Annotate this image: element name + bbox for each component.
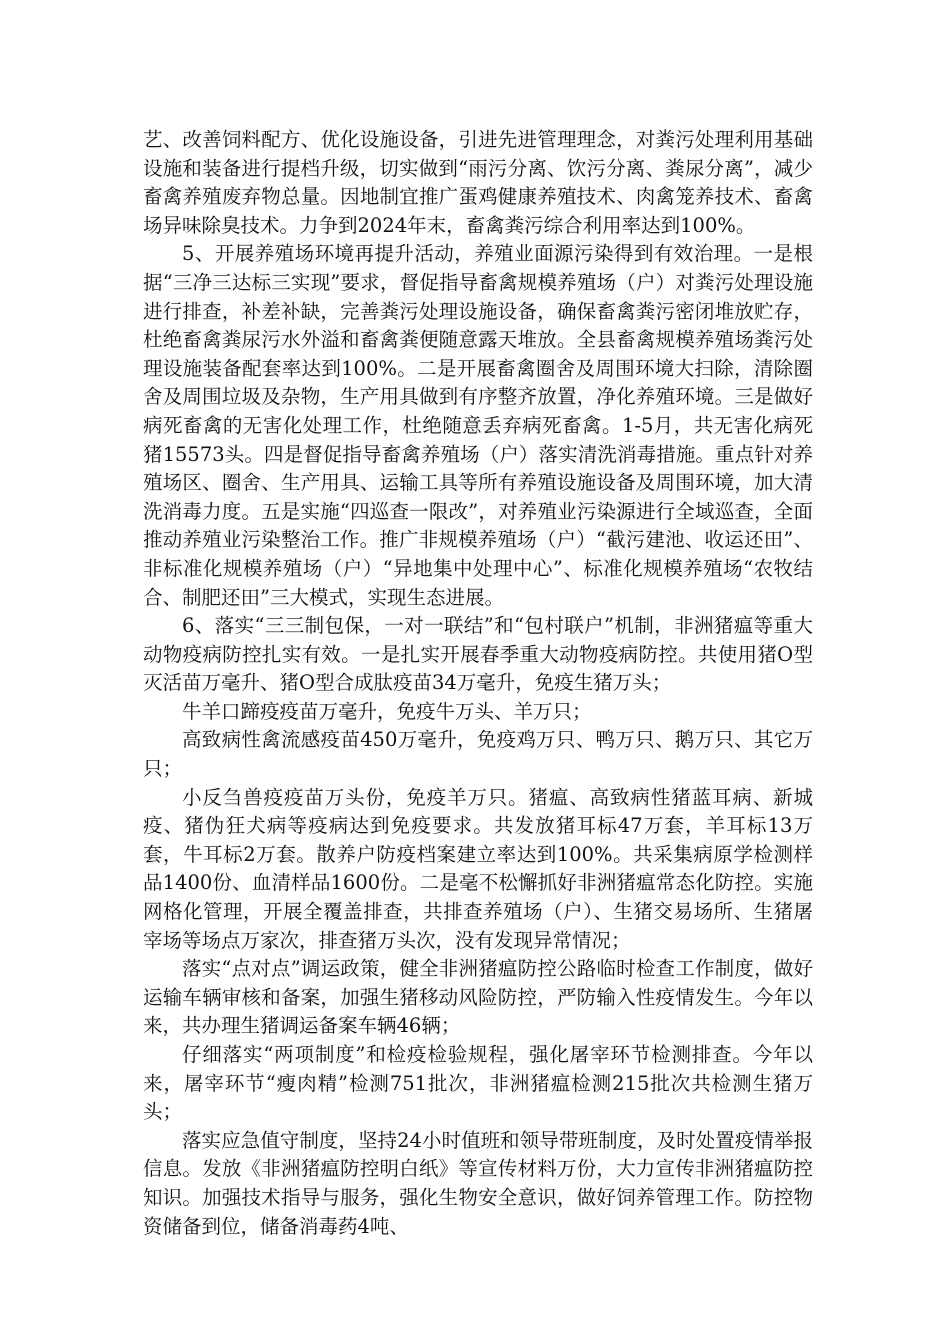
document-body (143, 126, 813, 1241)
paragraph-fmd-vaccine: 牛羊口蹄疫疫苗万毫升，免疫牛万头、羊万只； (182, 699, 592, 723)
paragraph-transport-policy: 落实“点对点”调运政策，健全非洲猪瘟防控公路临时检查工作制度，做好运输车辆审核和备案，加强生猪移动风险防控，严防输入性疫情发生。今年以来，共办理生猪调运备案车辆46辆； (143, 957, 813, 1038)
paragraph-item-6: 6、落实“三三制包保，一对一联结”和“包村联户”机制，非洲猪瘟等重大动物疫病防控扎实有效。一是扎实开展春季重大动物疫病防控。共使用猪O型灭活苗万毫升、猪O型合成肽疫苗34万毫升，免疫生猪万头； (143, 614, 813, 695)
paragraph-emergency-duty: 落实应急值守制度，坚持24小时值班和领导带班制度，及时处置疫情举报信息。发放《非洲猪瘟防控明白纸》等宣传材料万份，大力宣传非洲猪瘟防控知识。加强技术指导与服务，强化生物安全意识，做好饲养管理工作。防控物资储备到位，储备消毒药4吨、 (143, 1128, 813, 1238)
paragraph-item-5: 5、开展养殖场环境再提升活动，养殖业面源污染得到有效治理。一是根据“三净三达标三实现”要求，督促指导畜禽规模养殖场（户）对粪污处理设施进行排查，补差补缺，完善粪污处理设施设备，确保畜禽粪污密闭堆放贮存，杜绝畜禽粪尿污水外溢和畜禽粪便随意露天堆放。全县畜禽规模养殖场粪污处理设施装备配套率达到100%。二是开展畜禽圈舍及周围环境大扫除，清除圈舍及周围垃圾及杂物，生产用具做到有序整齐放置，净化养殖环境。三是做好病死畜禽的无害化处理工作，杜绝随意丢弃病死畜禽。1-5月，共无害化病死猪15573头。四是督促指导畜禽养殖场（户）落实清洗消毒措施。重点针对养殖场区、圈舍、生产用具、运输工具等所有养殖设施设备及周围环境，加大清洗消毒力度。五是实施“四巡查一限改”，对养殖业污染源进行全域巡查，全面推动养殖业污染整治工作。推广非规模养殖场（户）“截污建池、收运还田”、非标准化规模养殖场（户）“异地集中处理中心”、标准化规模养殖场“农牧结合、制肥还田”三大模式，实现生态进展。 (143, 242, 813, 609)
paragraph-avian-flu-vaccine: 高致病性禽流感疫苗450万毫升，免疫鸡万只、鸭万只、鹅万只、其它万只； (143, 728, 813, 781)
paragraph-continuation: 艺、改善饲料配方、优化设施设备，引进先进管理理念，对粪污处理利用基础设施和装备进行提档升级，切实做到“雨污分离、饮污分离、粪尿分离”，减少畜禽养殖废弃物总量。因地制宜推广蛋鸡健康养殖技术、肉禽笼养技术、畜禽场异味除臭技术。力争到2024年末，畜禽粪污综合利用率达到100%。 (143, 128, 813, 237)
paragraph-slaughter-inspection: 仔细落实“两项制度”和检疫检验规程，强化屠宰环节检测排查。今年以来，屠宰环节“瘦肉精”检测751批次，非洲猪瘟检测215批次共检测生猪万头； (143, 1043, 813, 1124)
paragraph-ppr-vaccine: 小反刍兽疫疫苗万头份，免疫羊万只。猪瘟、高致病性猪蓝耳病、新城疫、猪伪狂犬病等疫病达到免疫要求。共发放猪耳标47万套，羊耳标13万套，牛耳标2万套。散养户防疫档案建立率达到100%。共采集病原学检测样品1400份、血清样品1600份。二是毫不松懈抓好非洲猪瘟常态化防控。实施网格化管理，开展全覆盖排查，共排查养殖场（户）、生猪交易场所、生猪屠宰场等场点万家次，排查猪万头次，没有发现异常情况； (143, 785, 813, 952)
